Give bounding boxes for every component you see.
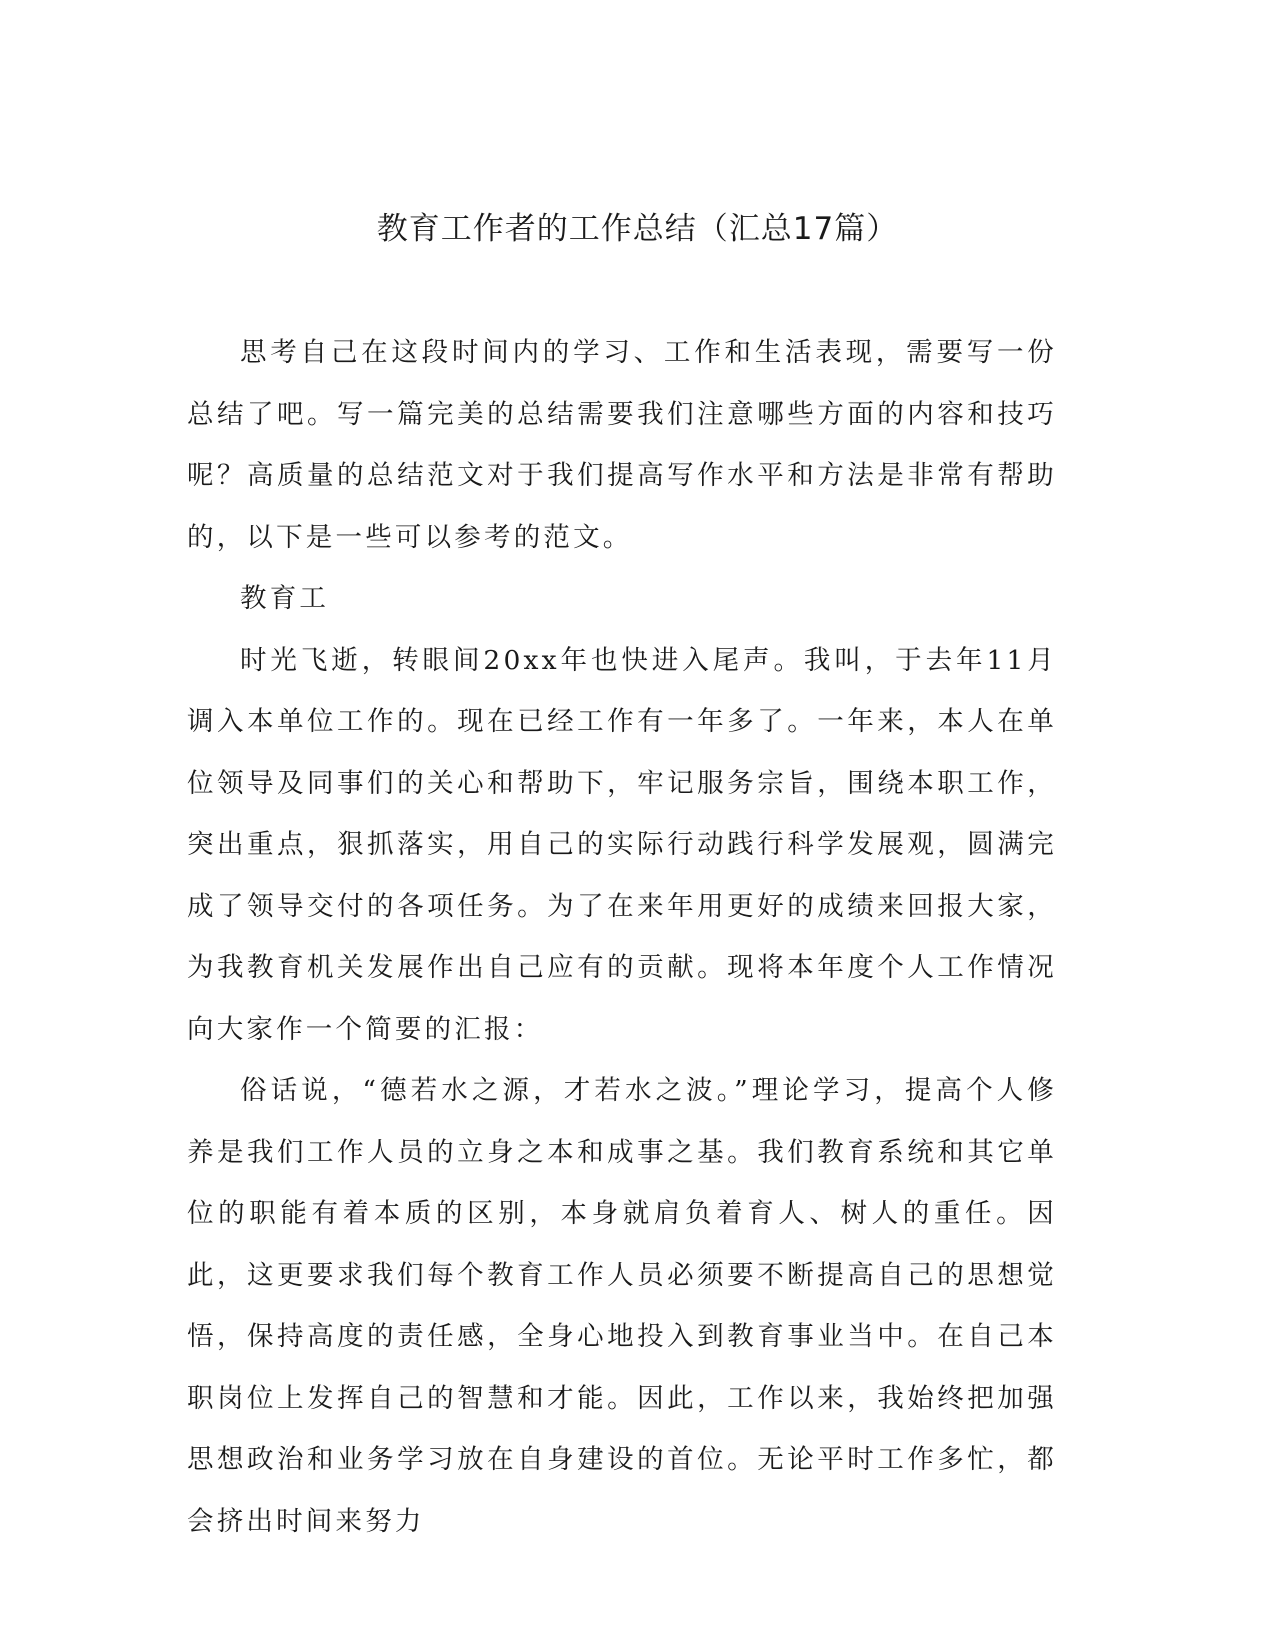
- section-heading-paragraph: 教育工: [240, 583, 330, 614]
- intro-paragraph: 思考自己在这段时间内的学习、工作和生活表现，需要写一份总结了吧。写一篇完美的总结需要我们注意哪些方面的内容和技巧呢？高质量的总结范文对于我们提高写作水平和方法是非常有帮助的，以下是一些可以参考的范文。: [187, 337, 1057, 553]
- document-title: 教育工作者的工作总结（汇总17篇）: [376, 211, 899, 247]
- body-paragraph-2: 俗话说，“德若水之源，才若水之波。”理论学习，提高个人修养是我们工作人员的立身之本和成事之基。我们教育系统和其它单位的职能有着本质的区别，本身就肩负着育人、树人的重任。因此，这更要求我们每个教育工作人员必须要不断提高自己的思想觉悟，保持高度的责任感，全身心地投入到教育事业当中。在自己本职岗位上发挥自己的智慧和才能。因此，工作以来，我始终把加强思想政治和业务学习放在自身建设的首位。无论平时工作多忙，都会挤出时间来努力: [187, 1075, 1057, 1537]
- body-paragraph-1: 时光飞逝，转眼间20xx年也快进入尾声。我叫，于去年11月调入本单位工作的。现在已经工作有一年多了。一年来，本人在单位领导及同事们的关心和帮助下，牢记服务宗旨，围绕本职工作，突出重点，狠抓落实，用自己的实际行动践行科学发展观，圆满完成了领导交付的各项任务。为了在来年用更好的成绩来回报大家，为我教育机关发展作出自己应有的贡献。现将本年度个人工作情况向大家作一个简要的汇报：: [187, 644, 1057, 1045]
- document-body: [187, 322, 1057, 1552]
